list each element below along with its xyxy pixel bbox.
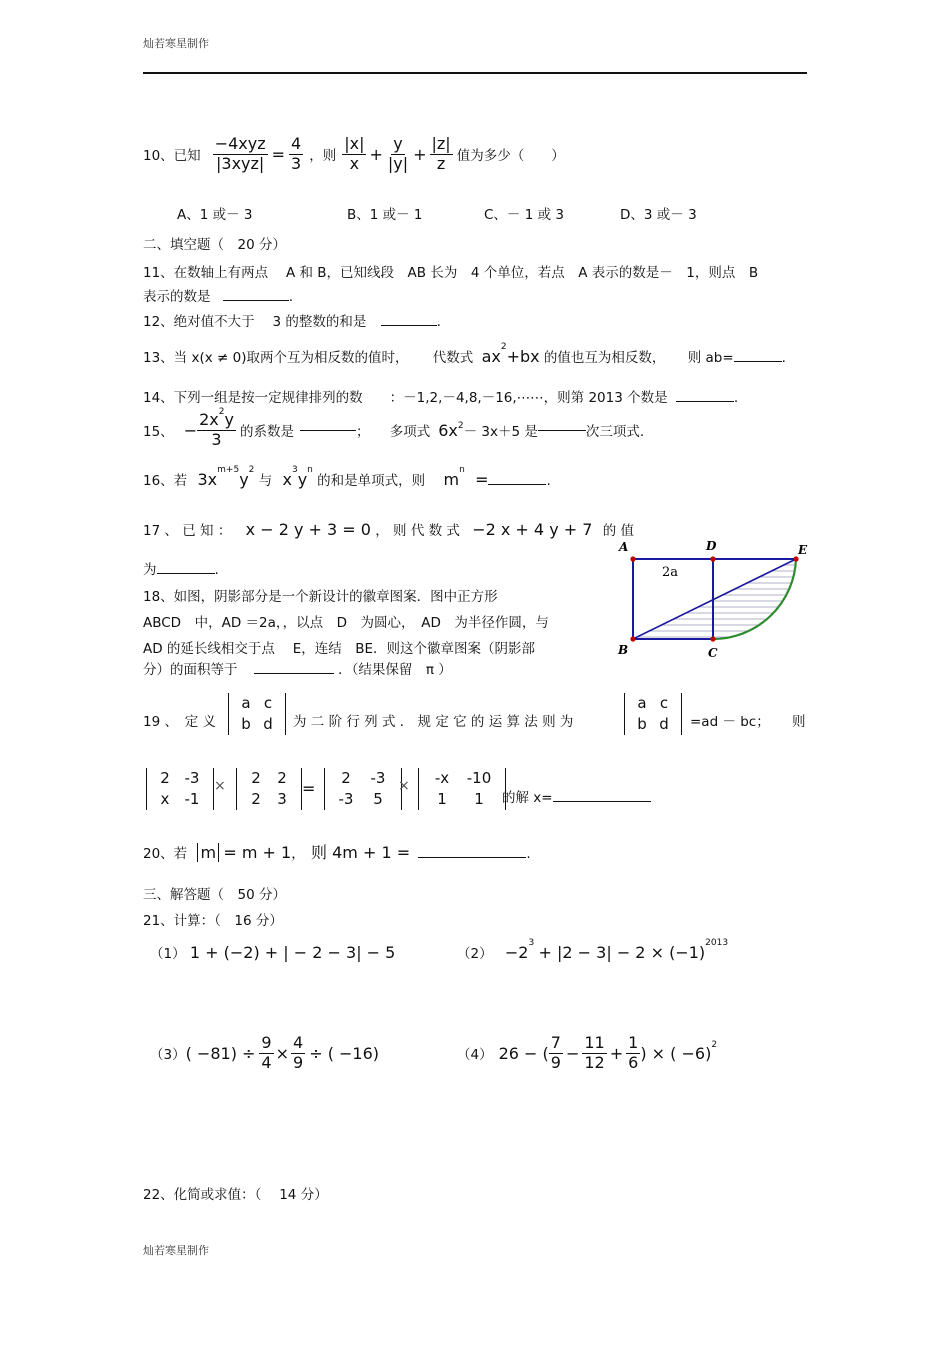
q21-part-3: （3） ( −81) ÷ $\frac{9}{4}$ × $\frac{4}{9}$ ÷ ( −16) (150, 1033, 380, 1072)
q10-option-b: B、1 或－ 1 (347, 207, 423, 223)
label-d: D (706, 539, 717, 553)
q10-fraction-2: $\frac{4}{3}$ (291, 134, 302, 173)
q10-fraction-3: $\frac{|x|}{x}$ (344, 134, 365, 173)
q10-fraction-4: $\frac{y}{|y|}$ (387, 134, 409, 173)
label-b: B (618, 643, 629, 657)
q10-option-d: D、3 或－ 3 (620, 207, 697, 223)
q19-matrix-2: 2 2 2 3 (236, 768, 302, 810)
point-d (710, 556, 715, 561)
q10-option-a: A、1 或－ 3 (177, 207, 253, 223)
point-a (630, 556, 635, 561)
abs-m: m (197, 843, 219, 862)
q19-matrix-4: -x -10 1 1 (418, 768, 506, 810)
hatch-lines (628, 565, 808, 637)
label-c: C (708, 646, 718, 660)
label-a: A (619, 540, 629, 554)
q20-blank[interactable] (418, 857, 526, 858)
point-e (793, 556, 798, 561)
q19-matrix-1: 2 -3 x -1 (146, 768, 214, 810)
q21-part-4: （4） 26 − ( $\frac{7}{9}$ − $\frac{11}{12}$ + $\frac{1}{6}$ ) × ( −6) 2 (457, 1033, 718, 1072)
q17-blank[interactable] (157, 573, 215, 574)
page-header: 灿若寒星制作 (143, 37, 209, 50)
q21-part-2: $(2) -2^3 + |2 - 3| - 2 \times (-1)^{2013}$ (457, 938, 729, 962)
q15: 15、 − $\frac{2x^2y}{3}$ 的系数是 ； 多项式 6x 2 － 3x＋5 是 次三项式. (143, 407, 645, 449)
q13-blank[interactable] (734, 361, 782, 362)
q19-matrix-3: 2 -3 -3 5 (324, 768, 402, 810)
q19-rule: =ad － bc； (690, 714, 770, 730)
page-footer: 灿若寒星制作 (143, 1244, 209, 1257)
label-side: 2a (662, 565, 679, 580)
q17-line-2: 为 . (143, 562, 219, 578)
equals-sign: = (302, 779, 316, 798)
q15-blank-1[interactable] (300, 430, 356, 431)
q14-blank[interactable] (676, 401, 734, 402)
q10-option-c: C、－ 1 或 3 (484, 207, 564, 223)
q11-line-1: 11、在数轴上有两点 A 和 B，已知线段 AB 长为 4 个单位，若点 A 表示的数是－ 1，则点 B (143, 265, 759, 281)
label-e: E (798, 543, 808, 557)
q22-heading: 22、化简或求值：（ 14 分） (143, 1187, 328, 1203)
badge-figure (608, 533, 818, 663)
q17-line-1: 17 、 已 知 ： x − 2 y + 3 = 0 ， 则 代 数 式 −2 x + 4 y + 7 的 值 (143, 520, 635, 539)
q11-line-2: 表示的数是 . (143, 289, 294, 305)
q14: 14、下列一组是按一定规律排列的数 ：－1,2,－4,8,－16,⋯⋯，则第 2013 个数是 . (143, 390, 739, 406)
q19-determinant-rule: a c b d (624, 693, 682, 735)
q18-line-2: ABCD 中，AD ＝2a，，以点 D 为圆心， AD 为半径作圆，与 (143, 615, 549, 631)
q10-fraction-1: $\frac{\text{−4xyz}}{\text{|3xyz|}}$ (214, 134, 266, 173)
section-2-heading: 二、填空题（ 20 分） (143, 237, 286, 253)
q20: 20、若 m = m + 1， 则 4m + 1 = . (143, 843, 531, 862)
q16-blank[interactable] (488, 484, 546, 485)
q13: 13、当 x(x ≠ 0)取两个互为相反数的值时， 代数式 $ax^2+bx$ 的值也互为相反数， 则 ab= . (143, 342, 786, 366)
section-3-heading: 三、解答题（ 50 分） (143, 887, 286, 903)
point-b (630, 636, 635, 641)
q21-part-1: （1） 1 + (−2) + | − 2 − 3| − 5 (150, 943, 396, 962)
q15-blank-2[interactable] (538, 430, 586, 431)
q12: 12、绝对值不大于 3 的整数的和是 . (143, 314, 441, 330)
question-10: 10、已知 $\frac{\text{−4xyz}}{\text{|3xyz|}}$ = $\frac{4}{3}$ ，则 $\frac{|x|}{x}$ + $\frac{y}{|y|}$ + $\frac{|z|}{z}$ 值为多少（ ） (143, 134, 565, 173)
segment-be (633, 559, 796, 639)
q10-label: 10、已知 (143, 148, 201, 164)
q19-answer: 的解 x= (502, 786, 651, 806)
q18-line-1: 18、如图，阴影部分是一个新设计的徽章图案．图中正方形 (143, 589, 498, 605)
q15-fraction: $\frac{2x^2y}{3}$ (199, 407, 234, 449)
q18-line-4: 分）的面积等于 ．（结果保留 π ） (143, 662, 452, 678)
q18-line-3: AD 的延长线相交于点 E，连结 BE．则这个徽章图案（阴影部 (143, 641, 536, 657)
times-sign-1: × (214, 778, 226, 794)
times-sign-2: × (398, 778, 410, 794)
q16: 16、若 $3x^{m+5}y^2$ 与 $x^3y^n$ 的和是单项式，则 $m^n$ = . (143, 465, 551, 489)
q11-blank[interactable] (223, 300, 289, 301)
q10-fraction-5: $\frac{|z|}{z}$ (431, 134, 451, 173)
q19-label: 19 、 定 义 (143, 714, 217, 730)
q19-determinant-definition: a c b d (228, 693, 286, 735)
q18-blank[interactable] (254, 673, 334, 674)
q12-blank[interactable] (381, 325, 437, 326)
q19-then: 则 (792, 714, 806, 730)
q19-description: 为 二 阶 行 列 式 ． 规 定 它 的 运 算 法 则 为 (293, 714, 574, 730)
header-rule (143, 72, 807, 74)
q19-blank[interactable] (553, 801, 651, 802)
point-c (710, 636, 715, 641)
q21-heading: 21、计算：（ 16 分） (143, 913, 283, 929)
